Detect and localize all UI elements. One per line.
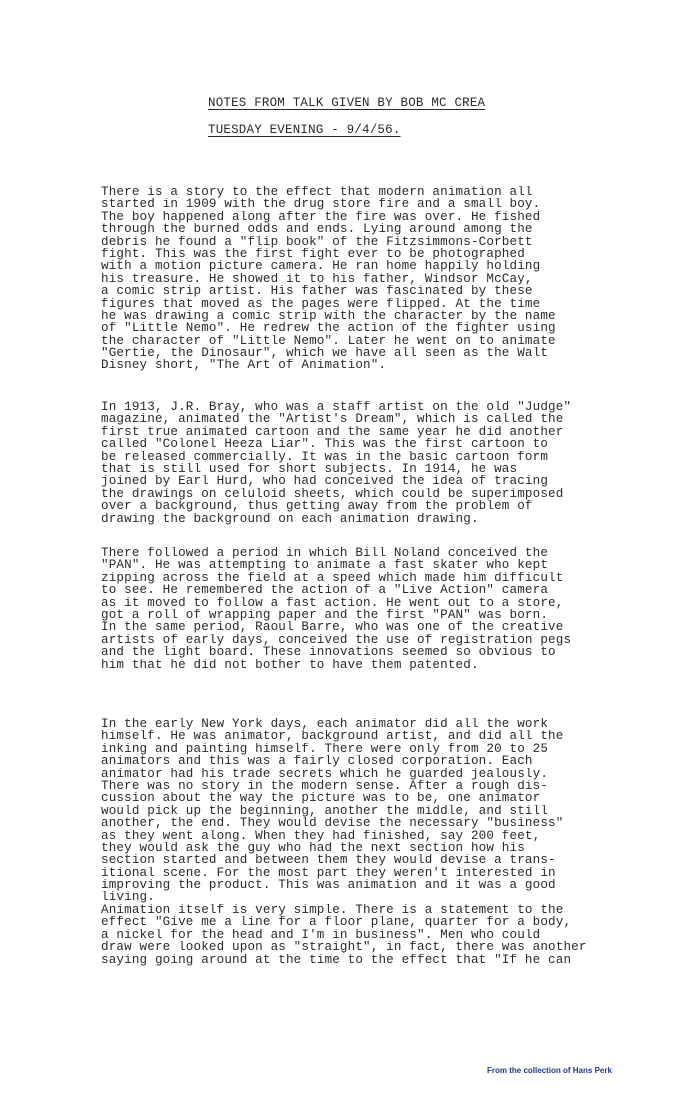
text-line: with a motion picture camera. He ran home happily holding bbox=[101, 260, 541, 273]
text-line: they would ask the guy who had the next section how his bbox=[101, 841, 525, 855]
text-line: figures that moved as the pages were flipped. At the time bbox=[101, 297, 541, 310]
text-line: him that he did not bother to have them patented. bbox=[101, 658, 479, 671]
text-line: a comic strip artist. His father was fascinated by these bbox=[101, 285, 533, 298]
text-line: through the burned odds and ends. Lying around among the bbox=[101, 223, 533, 236]
text-line: draw were looked upon as "straight", in fact, there was another bbox=[101, 941, 587, 954]
text-line: and the light board. These innovations seemed so obvious to bbox=[101, 646, 556, 659]
text-line: himself. He was animator, background artist, and did all the bbox=[101, 730, 564, 743]
text-line: animator had his trade secrets which he guarded jealously. bbox=[101, 767, 549, 780]
text-line: There followed a period in which Bill Noland conceived the bbox=[101, 547, 549, 560]
text-line: There is a story to the effect that modern animation all bbox=[101, 186, 533, 199]
text-line: artists of early days, conceived the use of registration pegs bbox=[101, 633, 572, 647]
text-line: the drawings on celuloid sheets, which could be superimposed bbox=[101, 487, 564, 501]
text-line: debris he found a "flip book" of the Fitzsimmons-Corbett bbox=[101, 235, 533, 248]
text-line: living. bbox=[101, 891, 155, 904]
text-line: animators and this was a fairly closed corporation. Each bbox=[101, 755, 533, 768]
text-line: the character of "Little Nemo". Later he went on to animate bbox=[101, 334, 556, 348]
document-date-line: TUESDAY EVENING - 9/4/56. bbox=[208, 123, 401, 137]
text-line: saying going around at the time to the effect that "If he can bbox=[101, 953, 572, 966]
text-line: another, the end. They would devise the necessary "business" bbox=[101, 817, 564, 830]
text-line: fight. This was the first fight ever to be photographed bbox=[101, 247, 525, 261]
text-line: effect "Give me a line for a floor plane, quarter for a body, bbox=[101, 916, 572, 929]
text-line: drawing the background on each animation drawing. bbox=[101, 512, 479, 525]
text-line: There was no story in the modern sense. After a rough dis- bbox=[101, 779, 549, 793]
text-line: of "Little Nemo". He redrew the action of the fighter using bbox=[101, 322, 556, 335]
text-line: a nickel for the head and I'm in business". Men who could bbox=[101, 928, 541, 942]
text-line: he was drawing a comic strip with the character by the name bbox=[101, 309, 556, 323]
paragraph-1 bbox=[101, 186, 591, 372]
text-line: joined by Earl Hurd, who had conceived the idea of tracing bbox=[101, 475, 549, 488]
text-line: section started and between them they would devise a trans- bbox=[101, 854, 556, 867]
paragraph-3 bbox=[101, 547, 591, 671]
text-line: as they went along. When they had finished, say 200 feet, bbox=[101, 829, 541, 842]
text-line: In 1913, J.R. Bray, who was a staff artist on the old "Judge" bbox=[101, 401, 572, 414]
text-line: In the same period, Raoul Barre, who was one of the creative bbox=[101, 621, 564, 634]
text-line: to see. He remembered the action of a "Live Action" camera bbox=[101, 584, 549, 597]
text-line: "Gertie, the Dinosaur", which we have all seen as the Walt bbox=[101, 347, 549, 360]
document-title: NOTES FROM TALK GIVEN BY BOB MC CREA bbox=[208, 96, 486, 110]
text-line: got a roll of wrapping paper and the first "PAN" was born. bbox=[101, 608, 549, 622]
text-line: would pick up the beginning, another the middle, and still bbox=[101, 804, 549, 818]
collection-credit: From the collection of Hans Perk bbox=[487, 1066, 612, 1075]
text-line: Animation itself is very simple. There is a statement to the bbox=[101, 904, 564, 917]
text-line: called "Colonel Heeza Liar". This was the first cartoon to bbox=[101, 438, 549, 451]
text-line: be released commercially. It was in the basic cartoon form bbox=[101, 450, 549, 463]
text-line: itional scene. For the most part they weren't interested in bbox=[101, 866, 556, 880]
text-line: as it moved to follow a fast action. He went out to a store, bbox=[101, 596, 564, 609]
text-line: improving the product. This was animation and it was a good bbox=[101, 879, 556, 892]
text-line: over a background, thus getting away from the problem of bbox=[101, 500, 533, 513]
text-line: In the early New York days, each animator did all the work bbox=[101, 718, 549, 731]
text-line: The boy happened along after the fire was over. He fished bbox=[101, 210, 541, 224]
text-line: zipping across the field at a speed which made him difficult bbox=[101, 571, 564, 585]
paragraph-2 bbox=[101, 401, 591, 525]
text-line: inking and painting himself. There were only from 20 to 25 bbox=[101, 742, 549, 756]
paragraph-4 bbox=[101, 718, 591, 904]
text-line: first true animated cartoon and the same year he did another bbox=[101, 425, 564, 439]
text-line: magazine, animated the "Artist's Dream", which is called the bbox=[101, 413, 564, 426]
text-line: started in 1909 with the drug store fire and a small boy. bbox=[101, 198, 541, 211]
text-line: cussion about the way the picture was to be, one animator bbox=[101, 792, 541, 805]
text-line: that is still used for short subjects. In 1914, he was bbox=[101, 462, 518, 476]
paragraph-5 bbox=[101, 904, 591, 966]
text-line: "PAN". He was attempting to animate a fast skater who kept bbox=[101, 559, 549, 572]
text-line: Disney short, "The Art of Animation". bbox=[101, 359, 387, 372]
text-line: his treasure. He showed it to his father, Windsor McCay, bbox=[101, 272, 533, 286]
